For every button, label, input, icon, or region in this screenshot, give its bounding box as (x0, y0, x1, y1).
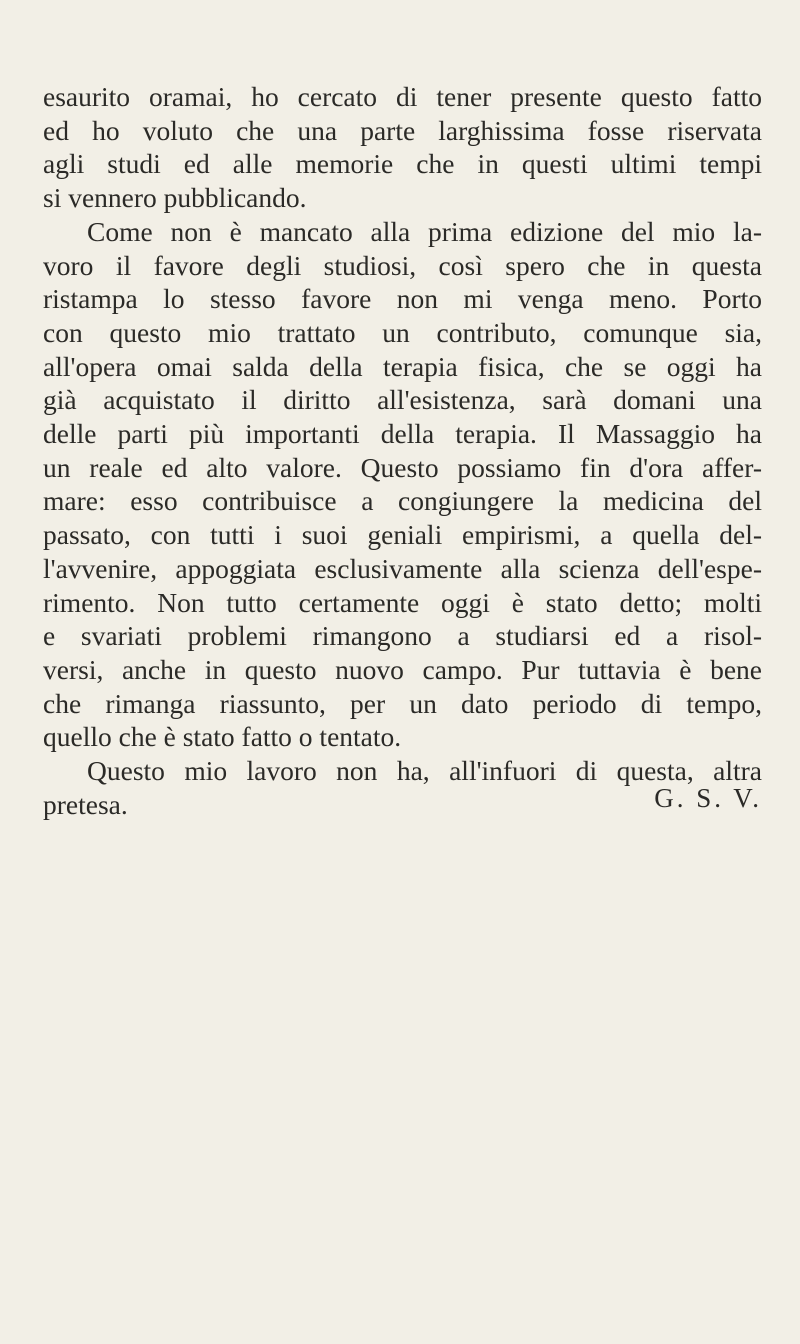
text-line: Questo mio lavoro non ha, all'infuori di questa, altra (87, 755, 762, 787)
text-line: passato, con tutti i suoi geniali empirismi, a quella del- (43, 519, 762, 551)
preface-text (43, 80, 762, 821)
author-initials: G. S. V. (654, 783, 762, 813)
text-line: ristampa lo stesso favore non mi venga meno. Porto (43, 283, 762, 315)
text-line: pretesa. (43, 788, 128, 820)
text-line: che rimanga riassunto, per un dato periodo di tempo, (43, 687, 762, 719)
paragraph-1 (43, 80, 762, 215)
text-line: agli studi ed alle memorie che in questi ultimi tempi (43, 148, 762, 180)
text-line: si vennero pubblicando. (43, 182, 307, 214)
text-line: un reale ed alto valore. Questo possiamo fin d'ora affer- (43, 451, 762, 483)
text-line: già acquistato il diritto all'esistenza, sarà domani una (43, 384, 762, 416)
text-line: mare: esso contribuisce a congiungere la medicina del (43, 485, 762, 517)
text-line: con questo mio trattato un contributo, comunque sia, (43, 316, 762, 348)
text-line: rimento. Non tutto certamente oggi è stato detto; molti (43, 586, 762, 618)
text-line: esaurito oramai, ho cercato di tener presente questo fatto (43, 81, 762, 112)
text-line: quello che è stato fatto o tentato. (43, 721, 402, 753)
text-line: all'opera omai salda della terapia fisica, che se oggi ha (43, 350, 762, 382)
text-line: versi, anche in questo nuovo campo. Pur tuttavia è bene (43, 653, 762, 685)
text-line: e svariati problemi rimangono a studiarsi ed a risol- (43, 620, 762, 652)
paragraph-2 (43, 215, 762, 754)
text-line: Come non è mancato alla prima edizione del mio la- (87, 215, 762, 247)
text-line: l'avvenire, appoggiata esclusivamente alla scienza dell'espe- (43, 552, 762, 584)
text-line: delle parti più importanti della terapia. Il Massaggio ha (43, 418, 762, 450)
text-line: ed ho voluto che una parte larghissima fosse riservata (43, 114, 762, 146)
text-line: voro il favore degli studiosi, così spero che in questa (43, 249, 762, 281)
